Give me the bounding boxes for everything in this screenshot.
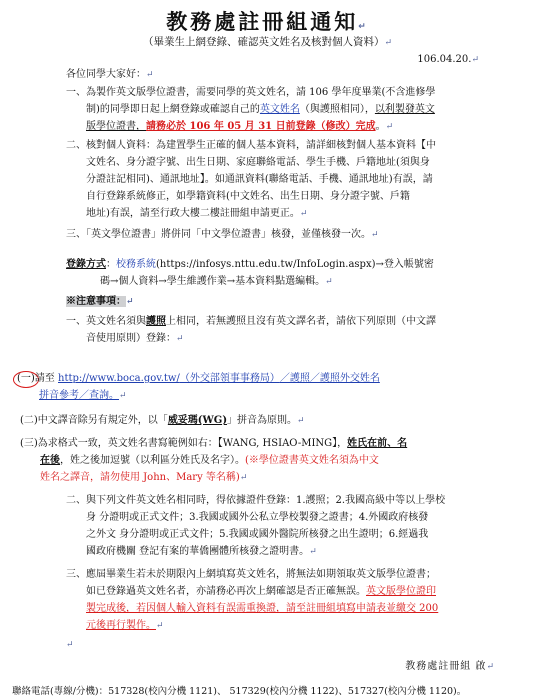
sub2-line1: (二)中文譯音除另有規定外，以「威妥瑪(WG)」拼音為原則。↵	[20, 415, 305, 426]
note3-line4: 元後再行製作。↵	[86, 620, 164, 631]
note1-line2: 音使用原則）登錄：↵	[86, 333, 184, 344]
greeting: 各位同學大家好：↵	[66, 69, 154, 80]
item2-line4: 自行登錄系統修正，如學籍資料(中文姓名、出生日期、身分證字號、戶籍	[86, 191, 410, 202]
notes-title: ※注意事項：↵	[66, 296, 134, 307]
notice-title: 教務處註冊組通知↵	[166, 10, 369, 34]
notice-subtitle: （畢業生上網登錄、確認英文姓名及核對個人資料）↵	[142, 36, 393, 48]
item2-line1: 二、核對個人資料：為建置學生正確的個人基本資料，請詳細核對個人基本資料【中	[66, 140, 436, 151]
boca-link[interactable]: http://www.boca.gov.tw/	[58, 373, 180, 384]
note2-line2: 身 分證明或正式文件；3.我國或國外公私立學校製發之證書；4.外國政府核發	[86, 512, 429, 523]
deadline-text: 請務必於 106 年 05 月 31 日前登錄（修改）完成	[146, 121, 376, 132]
note3-line2: 如已登錄過英文姓名者，亦請務必再次上網確認是否正確無誤。英文版學位證印	[86, 586, 436, 597]
sub1-line1: (一)請至 http://www.boca.gov.tw/（外交部領事事務局）／護照／護照外交姓名	[17, 373, 380, 384]
item2-line2: 文姓名、身分證字號、出生日期、家庭聯絡電話、學生手機、戶籍地址(須與身	[86, 157, 430, 168]
item1-line1: 一、為製作英文版學位證書，需要同學的英文姓名，請 106 學年度畢業(不含進修學	[66, 87, 436, 98]
sub3-line2: 在後，姓之後加逗號（以利區分姓氏及名字）。(※學位證書英文姓名須為中文	[40, 455, 379, 466]
login-method: 登錄方式：校務系統(https://infosys.nttu.edu.tw/InfoLogin.aspx)→登入帳號密	[66, 259, 434, 270]
note2-line4: 國政府機關 登記有案的華僑團體所核發之證明書。↵	[86, 546, 317, 557]
school-system-link[interactable]: 校務系統	[116, 259, 156, 270]
sub3-line3: 姓名之譯音，請勿使用 John、Mary 等名稱)↵	[40, 472, 248, 483]
item1-line3: 版學位證書，請務必於 106 年 05 月 31 日前登錄（修改）完成。↵	[86, 121, 394, 132]
login-path: 碼→個人資料→學生維護作業→基本資料點選編輯。↵	[100, 276, 333, 287]
note2-line3: 之外文 身分證明或正式文件；5.我國或國外醫院所核發之出生證明；6.經過我	[86, 529, 429, 540]
sub3-line1: (三)為求格式一致，英文姓名書寫範例如右：【WANG, HSIAO-MING】，姓氏在前、名	[20, 438, 408, 449]
note3-line1: 三、應屆畢業生若未於期限內上網填寫英文姓名，將無法如期領取英文版學位證書；	[66, 569, 436, 580]
english-name-highlight: 英文姓名	[259, 104, 300, 115]
sub1-line2: 拼音參考／查詢。↵	[39, 390, 127, 401]
item3-line1: 三、「英文學位證書」將併同「中文學位證書」核發，並僅核發一次。↵	[66, 229, 379, 240]
note1-line1: 一、英文姓名須與護照上相同，若無護照且沒有英文譯名者，請依下列原則（中文譯	[66, 316, 436, 327]
note2-line1: 二、與下列文件英文姓名相同時，得依據證件登錄：1.護照；2.我國高級中等以上學校	[66, 495, 446, 506]
empty-paragraph: ↵	[66, 640, 74, 650]
item1-line2: 制)的同學即日起上網登錄或確認自己的英文姓名（與護照相同），以利製發英文	[86, 104, 435, 115]
signature: 教務處註冊組 啟↵	[405, 661, 495, 672]
login-url: (https://infosys.nttu.edu.tw/InfoLogin.aspx)→登入帳號密	[156, 259, 434, 270]
note3-line3: 製完成後，若因個人輸入資料有誤需重換證，請至註冊組填寫申請表並繳交 200	[86, 603, 439, 614]
item2-line3: 分證註記相同)、通訊地址】。如通訊資料(聯絡電話、手機、通訊地址)有誤，請	[86, 174, 433, 185]
login-label: 登錄方式	[66, 259, 106, 270]
item2-line5: 地址)有誤，請至行政大樓二樓註冊組申請更正。↵	[86, 208, 308, 219]
contact-footer: 聯絡電話(專線/分機)：517328(校內分機 1121)、 517329(校內分機 1122)、517327(校內分機 1120)。	[12, 686, 467, 697]
notice-date: 106.04.20.↵	[417, 54, 479, 65]
